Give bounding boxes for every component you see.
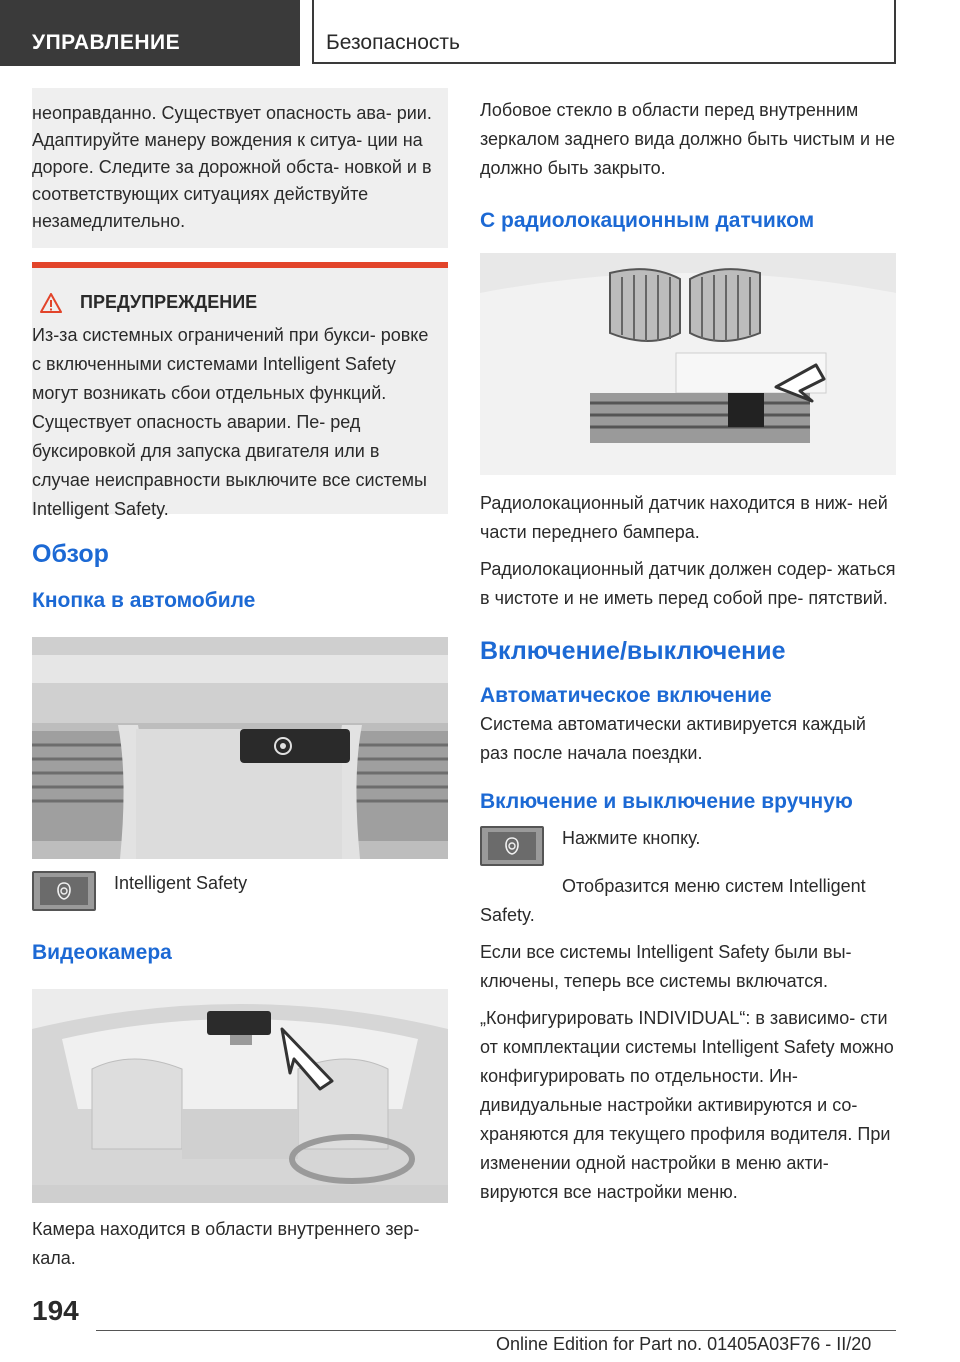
left-column (32, 88, 448, 1273)
menu-text: Отобразится меню систем Intelligent Safety. (480, 876, 866, 925)
section-tab: УПРАВЛЕНИЕ (0, 0, 300, 66)
heading-button-in-car: Кнопка в автомобиле (32, 589, 256, 612)
page-header (0, 0, 960, 66)
warning-header (32, 288, 434, 317)
radar-text-1: Радиолокационный датчик находится в ниж- ней части переднего бампера. (480, 493, 888, 542)
info-box (32, 88, 448, 248)
manual-row (480, 826, 896, 866)
footer-divider (96, 1330, 896, 1331)
footer-edition: Online Edition for Part no. 01405A03F76 - II/20 (496, 1334, 872, 1354)
warning-title: ПРЕДУПРЕЖДЕНИЕ (80, 292, 258, 312)
auto-text: Система автоматически активируется каждый раз после начала поездки. (480, 714, 866, 763)
heading-manual: Включение и выключение вручную (480, 790, 853, 813)
intelligent-safety-icon (480, 826, 544, 866)
page-title: Безопасность (312, 0, 896, 64)
radar-text-2: Радиолокационный датчик должен содер- жаться в чистоте и не иметь перед собой пре- пятствий. (480, 559, 896, 608)
bumper-illustration (480, 253, 896, 475)
right-column (480, 88, 896, 1207)
dashboard-illustration (32, 637, 448, 859)
info-text: неоправданно. Существует опасность ава- рии. Адаптируйте манеру вождения к ситуа- ции на дороге. Следите за дорожной обста- новкой и в соответствующих ситуациях действуйте незамедлительно. (32, 103, 432, 231)
heading-overview: Обзор (32, 540, 109, 568)
dashboard-button-image (32, 637, 448, 859)
heading-camera: Видеокамера (32, 941, 172, 964)
page-number: 194 (32, 1295, 79, 1326)
all-off-text: Если все системы Intelligent Safety были вы- ключены, теперь все системы включатся. (480, 942, 852, 991)
heading-radar: С радиолокационным датчиком (480, 209, 815, 232)
config-text: „Конфигурировать INDIVIDUAL“: в зависимо- сти от комплектации системы Intelligent Safety можно конфигурировать по отдельности. Ин- дивидуальные настройки активируются и со- храняются для текущего профиля водителя. При изменении одной настройки в меню акти- вируются все настройки меню. (480, 1008, 894, 1202)
camera-caption: Камера находится в области внутреннего зер- кала. (32, 1219, 420, 1268)
windshield-text: Лобовое стекло в области перед внутренним зеркалом заднего вида должно быть чистым и не должно быть закрыто. (480, 100, 895, 178)
button-caption: Intelligent Safety (114, 873, 248, 893)
cabin-illustration (32, 989, 448, 1203)
button-caption-row (32, 871, 448, 911)
radar-sensor-image (480, 253, 896, 475)
press-button-text: Нажмите кнопку. (562, 828, 701, 848)
camera-image (32, 989, 448, 1203)
warning-text: Из-за системных ограничений при букси- ровке с включенными системами Intelligent Safety могут возникать сбои отдельных функций. Существует опасность аварии. Пе- ред буксировкой для запуска двигателя или в случае неисправности выключите все системы Intelligent Safety. (32, 325, 429, 519)
intelligent-safety-icon (32, 871, 96, 911)
heading-on-off: Включение/выключение (480, 637, 786, 665)
warning-box (32, 268, 448, 519)
heading-auto-on: Автоматическое включение (480, 684, 772, 707)
warning-triangle-icon (40, 293, 62, 313)
